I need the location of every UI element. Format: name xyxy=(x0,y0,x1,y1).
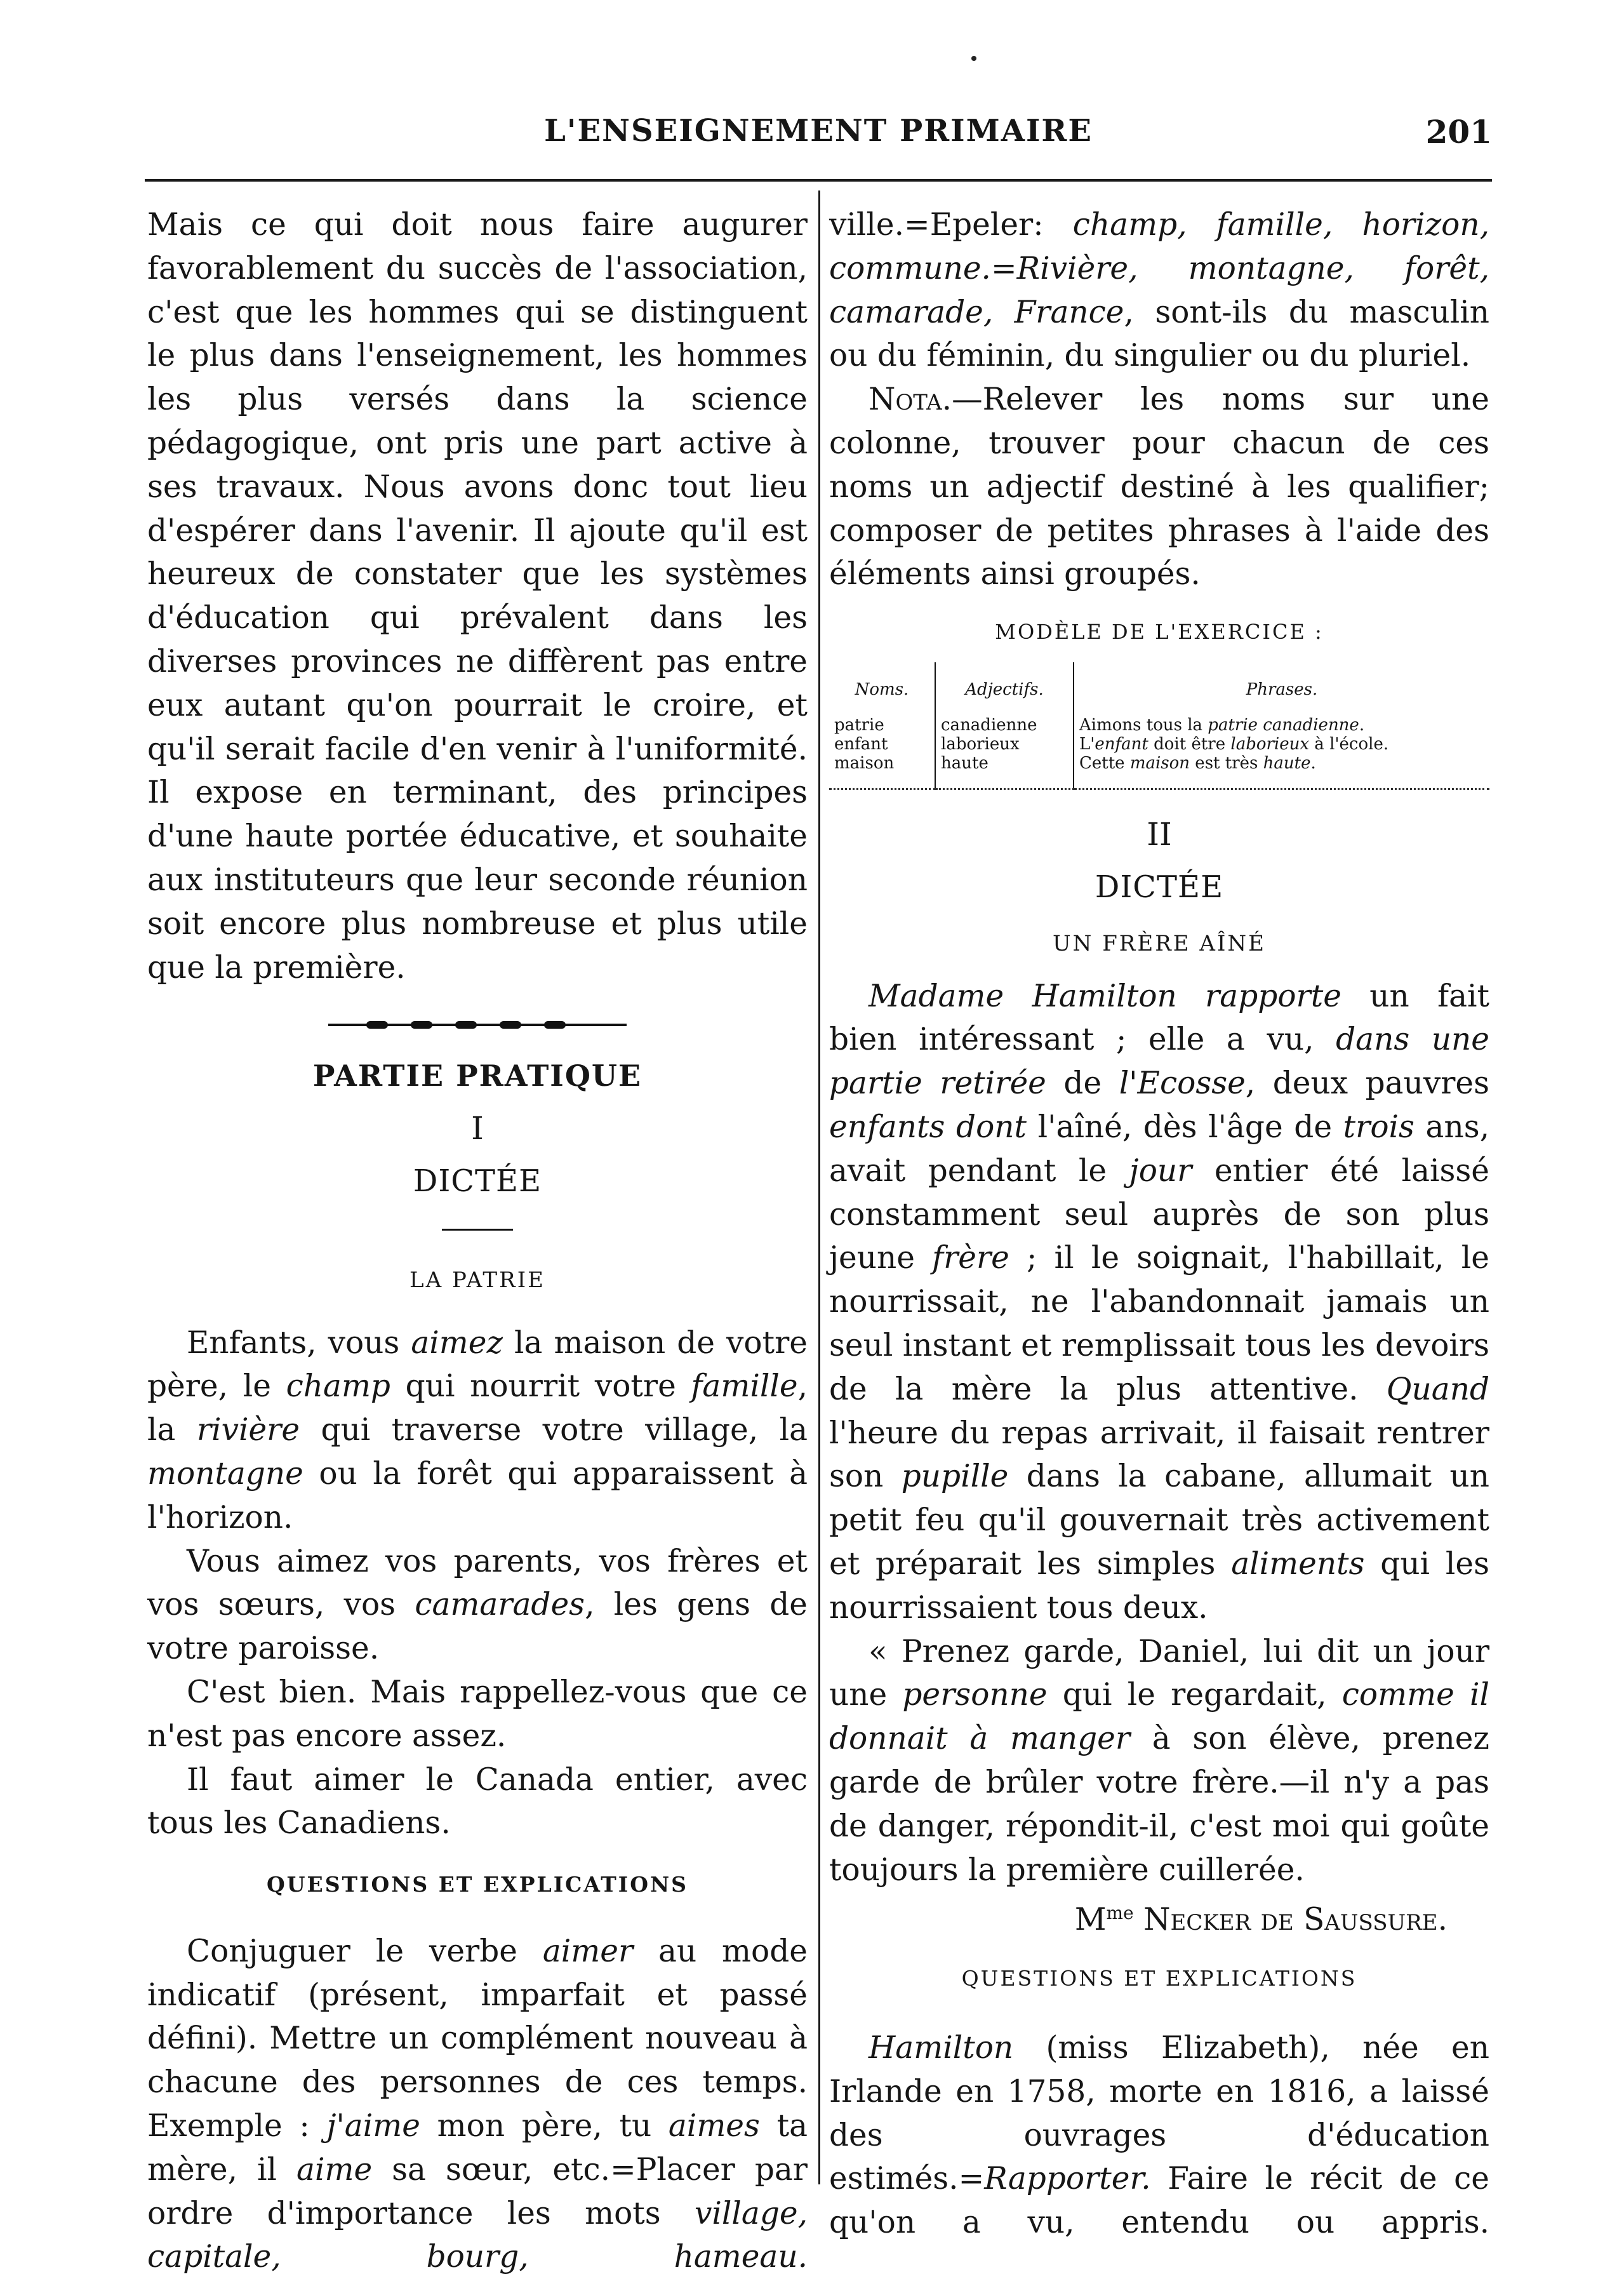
italic-run: personne xyxy=(902,1677,1048,1713)
text-run: ta mère, il xyxy=(147,2108,808,2188)
italic-run: rivière xyxy=(196,1412,300,1448)
dictation-paragraph: Il faut aimer le Canada entier, avec tous les Canadiens. xyxy=(147,1761,808,1841)
italic-run: camarades xyxy=(415,1587,585,1623)
italic-run: aimez xyxy=(411,1325,503,1361)
dictation-paragraph xyxy=(147,1540,808,1671)
text-run: « Prenez garde, Daniel, lui dit un jour une xyxy=(829,1633,1489,1713)
italic-run: pupille xyxy=(901,1459,1009,1495)
short-rule xyxy=(442,1229,513,1231)
italic-run: champ, famille, horizon, commune. xyxy=(829,207,1489,286)
text-run: doit être xyxy=(1148,735,1231,754)
italic-run: Rapporter. xyxy=(984,2161,1151,2197)
ornament-bead xyxy=(455,1021,477,1029)
italic-run: Madame Hamilton rapporte xyxy=(869,978,1341,1014)
ornament-bead xyxy=(411,1021,432,1029)
italic-run: laborieux xyxy=(1230,735,1310,754)
nota-label: Nota. xyxy=(869,382,952,418)
table-cell-text xyxy=(1079,735,1484,754)
text-run: —Relever les noms sur une colonne, trouver pour chacun de ces noms un adjectif destiné à les qualifier; composer de petites phrases à l'aide des éléments ainsi groupés. xyxy=(829,382,1489,592)
text-run: L' xyxy=(1079,735,1095,754)
italic-run: aliments xyxy=(1231,1546,1365,1582)
italic-run: aimer xyxy=(542,1933,634,1969)
table-cell-text: patrie xyxy=(834,716,884,735)
table-cell-text: haute xyxy=(941,754,988,773)
ornament-bead xyxy=(544,1021,566,1029)
text-run: qui nourrit votre xyxy=(390,1368,691,1405)
text-run: l'heure du repas arrivait, il faisait rentrer son xyxy=(829,1415,1489,1495)
questions-paragraph xyxy=(147,1930,808,2279)
dotted-cell xyxy=(935,782,1074,789)
table-cell-text: canadienne xyxy=(941,716,1037,735)
questions-heading: QUESTIONS ET EXPLICATIONS xyxy=(961,1966,1357,1991)
text-run: qui le regardait, xyxy=(1047,1677,1342,1713)
ornament-bead xyxy=(500,1021,521,1029)
roman-numeral: I xyxy=(471,1110,484,1147)
dotted-cell xyxy=(1074,782,1489,789)
text-run: l'aîné, dès l'âge de xyxy=(1027,1109,1343,1145)
table-cell-text: enfant xyxy=(834,735,888,754)
table-cell-text xyxy=(1079,716,1484,735)
italic-run: aime xyxy=(296,2151,373,2188)
italic-run: trois xyxy=(1343,1109,1414,1145)
italic-run: comme il donnait à manger xyxy=(829,1677,1490,1757)
text-run: mon père, tu xyxy=(420,2108,669,2144)
italic-run: l'Ecosse xyxy=(1119,1066,1246,1102)
text-run: = xyxy=(990,250,1017,286)
text-run: ans, avait pendant le xyxy=(829,1109,1489,1189)
header-rule xyxy=(145,179,1492,182)
text-run: de xyxy=(1046,1066,1119,1102)
text-run: ou la forêt qui apparaissent à l'horizon. xyxy=(147,1455,808,1535)
text-run: qui traverse votre village, la xyxy=(300,1412,808,1448)
author-name: Necker de Saussure. xyxy=(1143,1902,1448,1938)
text-run: , la xyxy=(147,1368,808,1448)
section-ornament xyxy=(328,1021,627,1029)
text-run: ; il le soignait, l'habillait, le nourrissait, ne l'abandonnait jamais un seul instant et remplissait tous les devoirs de la mère la plus attentive. xyxy=(829,1240,1489,1407)
text-run: à son élève, prenez garde de brûler votre frère.—il n'y a pas de danger, répondit-il, c'est moi qui goûte toujours la première cuillerée. xyxy=(829,1721,1489,1888)
dictation-title: UN FRÈRE AÎNÉ xyxy=(1052,930,1266,956)
dotted-cell xyxy=(829,782,935,789)
table-cell-text xyxy=(1079,754,1484,773)
italic-run: village, capitale, bourg, hameau. xyxy=(147,2195,808,2275)
text-run: qui les nourrissaient tous deux. xyxy=(829,1546,1490,1626)
left-column xyxy=(147,203,808,2279)
italic-run: Rivière, montagne, forêt, camarade, France xyxy=(829,250,1489,330)
text-run: Faire le récit de ce qu'on a vu, entendu ou appris. xyxy=(829,2161,1489,2241)
dictation-paragraph: C'est bien. Mais rappellez-vous que ce n'est pas encore assez. xyxy=(147,1674,808,1754)
table-cell-phrases xyxy=(1074,711,1489,782)
ornament-bead xyxy=(366,1021,388,1029)
stray-dot xyxy=(971,56,976,61)
italic-run: patrie canadienne xyxy=(1208,716,1359,735)
italic-run: champ xyxy=(286,1368,390,1405)
continuation-paragraph xyxy=(829,203,1489,378)
table-header-row xyxy=(829,662,1489,711)
dictee-heading: DICTÉE xyxy=(413,1163,542,1199)
text-run: à l'école. xyxy=(1309,735,1389,754)
text-run: Enfants, vous xyxy=(187,1325,411,1361)
italic-run: enfant xyxy=(1095,735,1148,754)
right-column xyxy=(829,203,1489,2245)
table-dotted-rule xyxy=(829,782,1489,789)
italic-run: Quand xyxy=(1386,1371,1489,1407)
questions-paragraph xyxy=(829,2026,1489,2245)
journal-title: L'ENSEIGNEMENT PRIMAIRE xyxy=(544,113,1093,149)
table-cell-text: laborieux xyxy=(941,735,1020,754)
text-run: , sont-ils du masculin ou du féminin, du singulier ou du pluriel. xyxy=(829,294,1489,374)
text-run: au mode indicatif (présent, imparfait et passé défini). Mettre un complément nouveau à chacune des personnes de ces temps. Exemple : xyxy=(147,1933,808,2144)
text-run: la maison de votre père, le xyxy=(147,1325,808,1405)
italic-run: aimes xyxy=(668,2108,760,2144)
dictee-heading: DICTÉE xyxy=(1095,869,1224,905)
italic-run: montagne xyxy=(147,1455,303,1492)
italic-run: dans une partie retirée xyxy=(829,1022,1489,1102)
table-header: Phrases. xyxy=(1246,680,1318,700)
superscript: me xyxy=(1106,1902,1134,1924)
story-paragraph xyxy=(829,975,1489,1630)
text-run: entier été laissé constamment seul auprès de son plus jeune xyxy=(829,1153,1489,1276)
text-run: , deux pauvres xyxy=(1245,1066,1489,1102)
text-run: M xyxy=(1074,1902,1107,1938)
story-paragraph xyxy=(829,1630,1489,1892)
signature xyxy=(829,1892,1489,1942)
dictation-title: LA PATRIE xyxy=(409,1267,545,1293)
column-rule xyxy=(818,190,820,2184)
text-run: (miss Elizabeth), née en Irlande en 1758, morte en 1816, a laissé des ouvrages d'éducation estimés.= xyxy=(829,2030,1489,2197)
text-run: est très xyxy=(1190,754,1263,773)
dictation-paragraph xyxy=(147,1321,808,1540)
text-run: un fait bien intéressant ; elle a vu, xyxy=(829,978,1489,1058)
italic-run: famille xyxy=(691,1368,798,1405)
italic-run: maison xyxy=(1129,754,1190,773)
table-cell-adjectifs xyxy=(935,711,1074,782)
text-run: . xyxy=(1359,716,1365,735)
text-run: , les gens de votre paroisse. xyxy=(147,1587,808,1667)
nota-paragraph xyxy=(829,378,1489,596)
section-title: PARTIE PRATIQUE xyxy=(312,1059,642,1093)
italic-run: enfants dont xyxy=(829,1109,1027,1145)
text-run: dans la cabane, allumait un petit feu qu'il gouvernait très activement et préparait les simples xyxy=(829,1459,1489,1582)
text-run: ville.=Epeler: xyxy=(829,207,1073,243)
italic-run: j'aime xyxy=(326,2108,420,2144)
text-run: Cette xyxy=(1079,754,1130,773)
questions-heading: QUESTIONS ET EXPLICATIONS xyxy=(267,1872,688,1897)
table-row xyxy=(829,711,1489,782)
exercise-table xyxy=(829,662,1489,790)
text-run: . xyxy=(1310,754,1316,773)
page-number: 201 xyxy=(1425,113,1492,150)
text-run: Aimons tous la xyxy=(1079,716,1208,735)
running-header xyxy=(145,113,1492,157)
italic-run: haute xyxy=(1263,754,1311,773)
italic-run: Hamilton xyxy=(869,2030,1014,2066)
table-header: Adjectifs. xyxy=(935,662,1074,711)
modele-heading: MODÈLE DE L'EXERCICE : xyxy=(995,620,1324,645)
text-run: Vous aimez vos parents, vos frères et vos sœurs, vos xyxy=(147,1543,808,1623)
table-cell-noms xyxy=(829,711,935,782)
italic-run: jour xyxy=(1129,1153,1192,1189)
text-run: Conjuguer le verbe xyxy=(187,1933,543,1969)
roman-numeral: II xyxy=(1147,816,1172,853)
text-run: sa sœur, etc.=Placer par ordre d'importance les mots xyxy=(147,2151,808,2231)
italic-run: frère xyxy=(932,1240,1009,1276)
table-header: Noms. xyxy=(829,662,935,711)
intro-paragraph: Mais ce qui doit nous faire augurer favorablement du succès de l'association, c'est que les hommes qui se distinguent le plus dans l'enseignement, les hommes les plus versés dans la science pédagogique, ont pris une part active à ses travaux. Nous avons donc tout lieu d'espérer dans l'avenir. Il ajoute qu'il est heureux de constater que les systèmes d'éducation qui prévalent dans les diverses provinces ne diffèrent pas entre eux autant qu'on pourrait le croire, et qu'il serait facile d'en venir à l'uniformité. Il expose en terminant, des principes d'une haute portée éducative, et souhaite aux instituteurs que leur seconde réunion soit encore plus nombreuse et plus utile que la première. xyxy=(147,207,808,986)
table-cell-text: maison xyxy=(834,754,895,773)
